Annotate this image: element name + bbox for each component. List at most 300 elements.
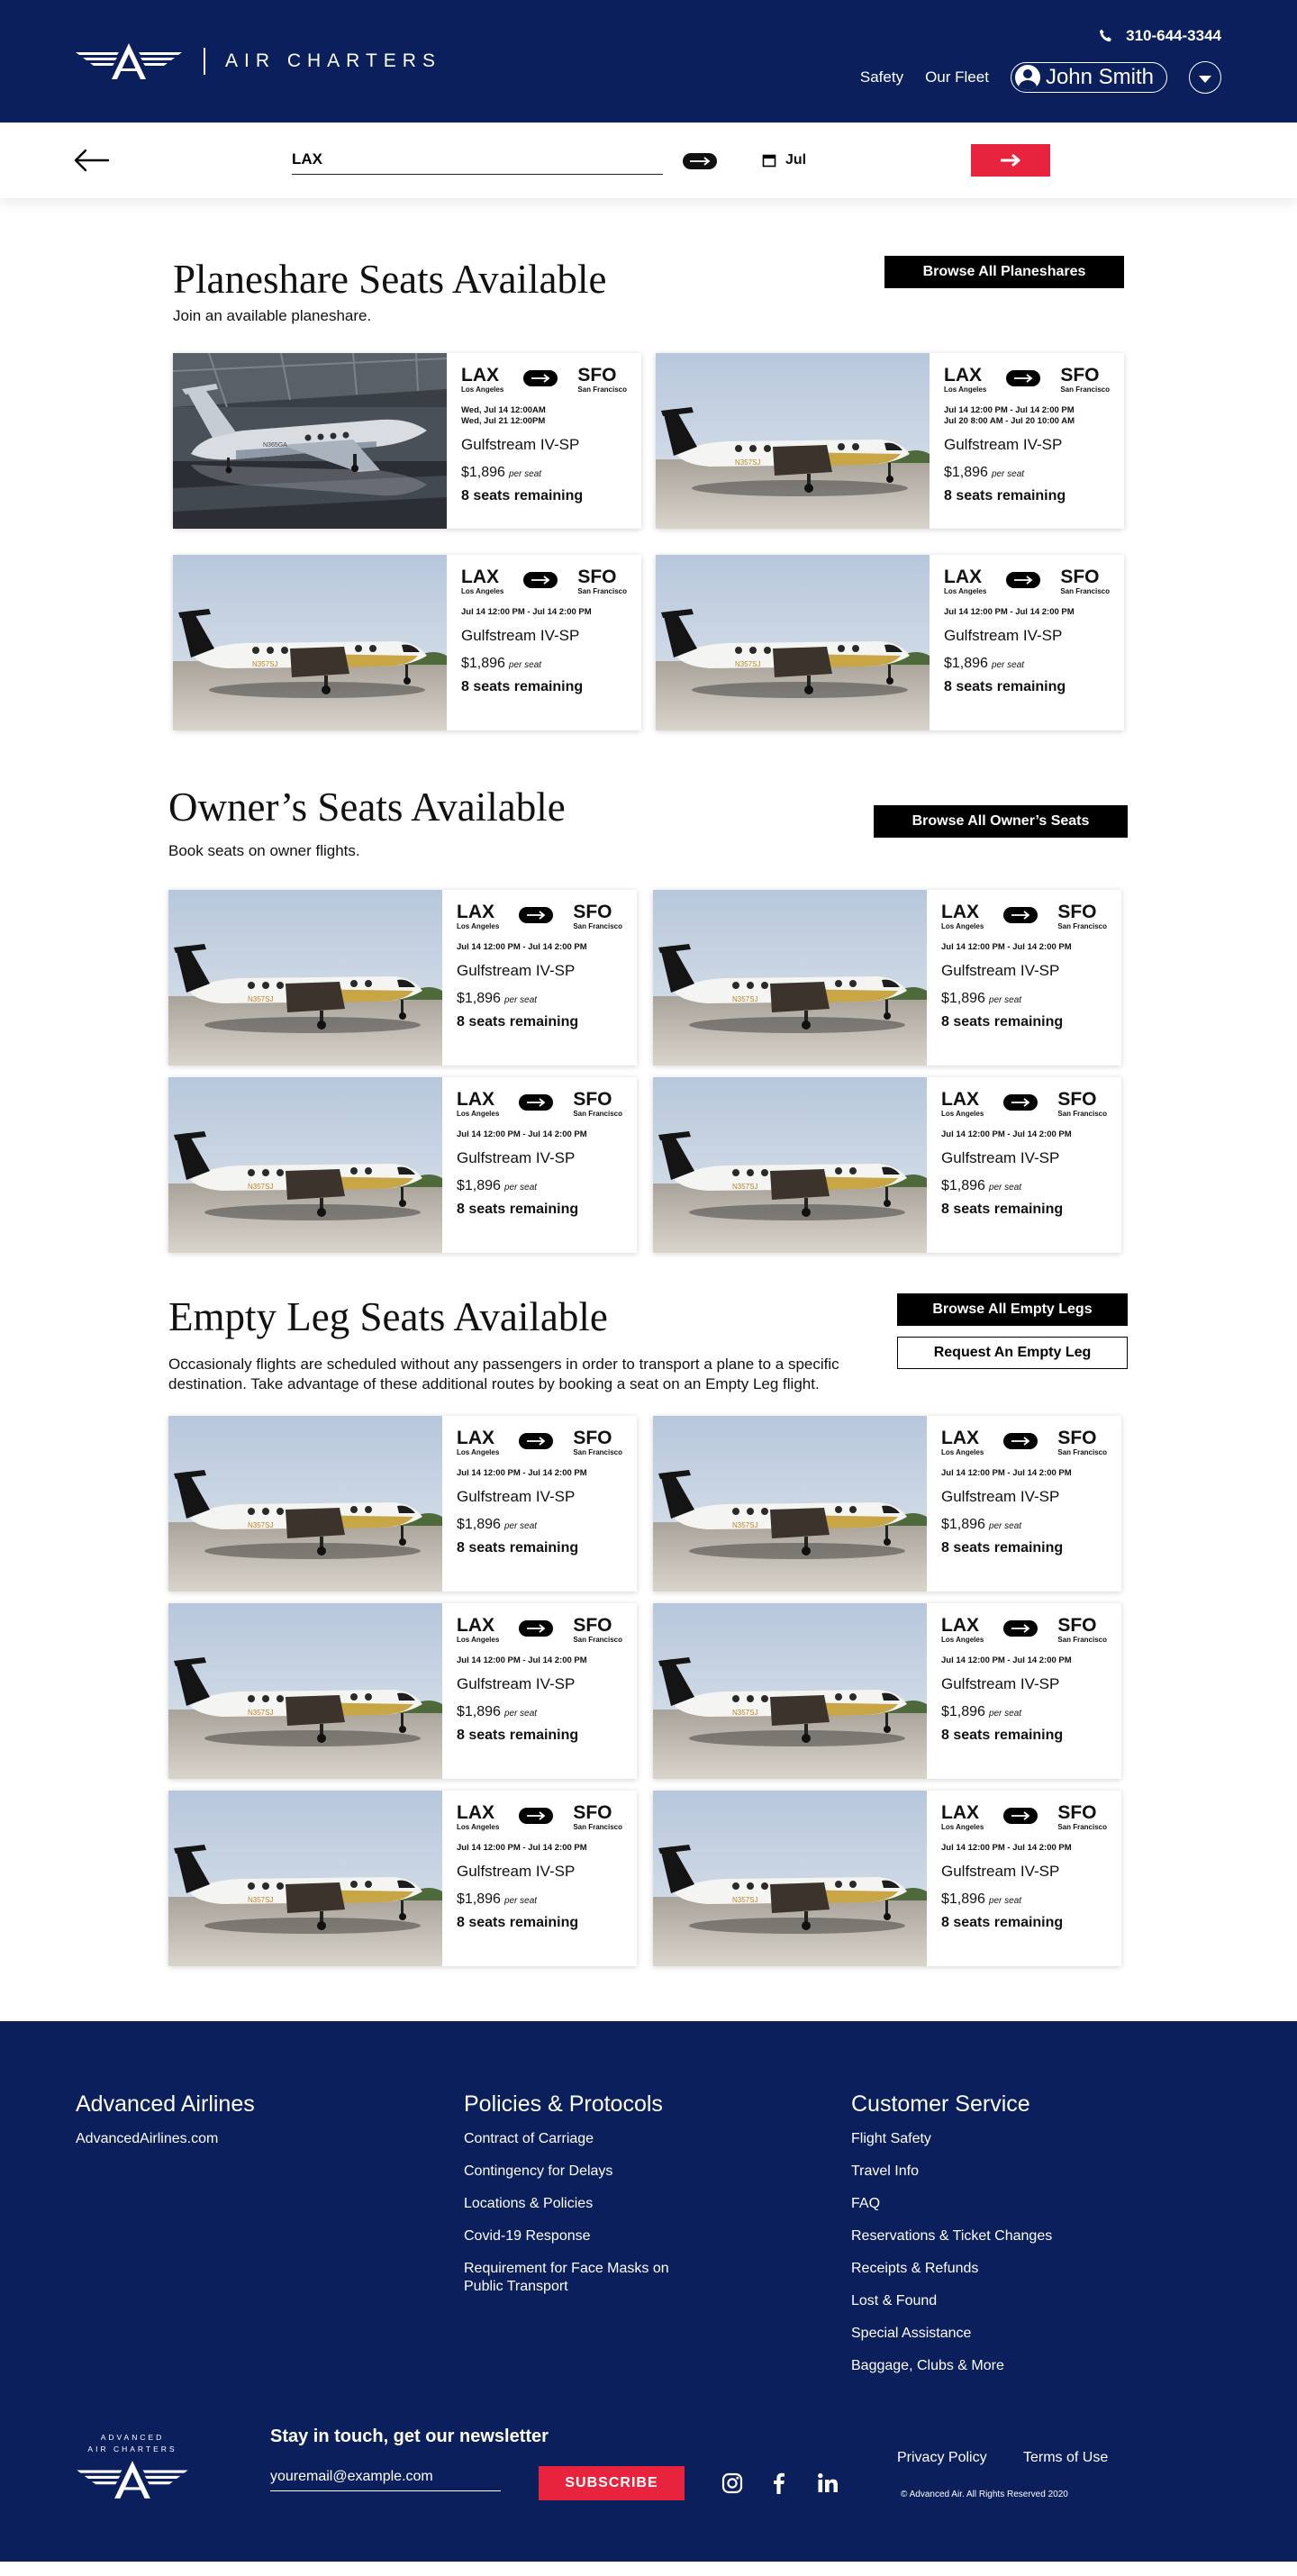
- owners-title: Owner’s Seats Available: [168, 785, 566, 830]
- origin-code: LAX: [457, 1802, 494, 1823]
- price-unit: per seat: [503, 1896, 538, 1906]
- destination-airport: [1060, 567, 1110, 596]
- destination-airport: [1060, 366, 1110, 395]
- route: [457, 1616, 622, 1645]
- origin-airport: [941, 1803, 984, 1832]
- price-unit: per seat: [988, 995, 1022, 1005]
- origin-code: LAX: [944, 567, 982, 587]
- route: [461, 366, 627, 395]
- flight-date-line: Jul 14 12:00 PM - Jul 14 2:00 PM: [461, 607, 592, 617]
- origin-airport: [457, 1803, 499, 1832]
- svg-text:N357SJ: N357SJ: [248, 1521, 274, 1529]
- route: [461, 567, 627, 596]
- footer-link[interactable]: Contract of Carriage: [464, 2131, 594, 2146]
- price-unit: per seat: [508, 469, 542, 479]
- aircraft-photo: [173, 353, 447, 529]
- aircraft-model: Gulfstream IV-SP: [461, 436, 580, 453]
- svg-text:N357SJ: N357SJ: [732, 1896, 758, 1904]
- footer-link[interactable]: FAQ: [851, 2196, 881, 2211]
- aircraft-photo: [653, 890, 927, 1066]
- flight-dates: [944, 405, 1124, 427]
- destination-city: San Francisco: [1057, 922, 1107, 930]
- destination-code: SFO: [573, 1615, 612, 1636]
- price-unit: per seat: [991, 660, 1025, 670]
- browse-all-planeshares-button[interactable]: Browse All Planeshares: [884, 256, 1124, 288]
- seat-price: [941, 1891, 1121, 1908]
- footer-col-customer-service: [851, 2091, 1052, 2390]
- aircraft-model: Gulfstream IV-SP: [941, 1488, 1060, 1505]
- route: [941, 1616, 1107, 1645]
- price-value: $1,896: [457, 1891, 501, 1907]
- aircraft-model: Gulfstream IV-SP: [944, 436, 1063, 453]
- flight-card[interactable]: [168, 1077, 637, 1253]
- destination-code: SFO: [1057, 1428, 1097, 1448]
- footer-link[interactable]: Flight Safety: [851, 2131, 931, 2146]
- destination-code: SFO: [577, 365, 617, 385]
- arrow-right-icon: [1010, 1811, 1031, 1820]
- flight-dates: [457, 1468, 637, 1479]
- origin-code: LAX: [457, 1615, 494, 1636]
- route-arrow-icon: [1003, 1433, 1038, 1449]
- route-arrow-icon: [1003, 1808, 1038, 1824]
- route: [941, 1803, 1107, 1832]
- origin-code: LAX: [941, 1089, 979, 1110]
- site-header: [0, 0, 1297, 122]
- price-value: $1,896: [944, 465, 988, 480]
- flight-date-line: Jul 14 12:00 PM - Jul 14 2:00 PM: [457, 1843, 587, 1853]
- empty-leg-section: [0, 1279, 1297, 2021]
- aircraft-model: Gulfstream IV-SP: [457, 962, 576, 979]
- aircraft-photo: [656, 353, 930, 529]
- price-unit: per seat: [988, 1183, 1022, 1193]
- calendar-icon: [762, 153, 776, 168]
- origin-airport: [457, 1616, 499, 1645]
- route: [941, 1429, 1107, 1457]
- user-menu-button[interactable]: [1011, 62, 1167, 93]
- origin-city: Los Angeles: [457, 1448, 500, 1456]
- arrow-right-icon: [525, 911, 547, 920]
- origin-city: Los Angeles: [941, 1636, 984, 1644]
- aircraft-model: Gulfstream IV-SP: [461, 627, 580, 644]
- destination-city: San Francisco: [1057, 1823, 1107, 1831]
- origin-city: Los Angeles: [944, 385, 987, 394]
- svg-text:N357SJ: N357SJ: [248, 1183, 274, 1191]
- svg-text:N357SJ: N357SJ: [732, 1521, 758, 1529]
- flight-date-line: Jul 14 12:00 PM - Jul 14 2:00 PM: [941, 1129, 1072, 1139]
- origin-airport: [941, 903, 984, 931]
- price-value: $1,896: [941, 1517, 985, 1532]
- seats-remaining: 8 seats remaining: [941, 1014, 1064, 1029]
- seat-price: [941, 991, 1121, 1007]
- origin-airport: [461, 567, 503, 596]
- footer-col-airlines: [76, 2091, 255, 2163]
- price-unit: per seat: [503, 1183, 538, 1193]
- origin-airport: [457, 1429, 499, 1457]
- arrow-right-icon: [1010, 1098, 1031, 1107]
- destination-code: SFO: [1060, 567, 1100, 587]
- flight-card[interactable]: [168, 1416, 637, 1592]
- seats-remaining: 8 seats remaining: [944, 679, 1066, 694]
- price-value: $1,896: [457, 1178, 501, 1193]
- flight-date-line: Jul 14 12:00 PM - Jul 14 2:00 PM: [944, 607, 1075, 617]
- destination-airport: [1057, 1090, 1107, 1119]
- footer-link[interactable]: Locations & Policies: [464, 2196, 594, 2211]
- date-picker[interactable]: [762, 152, 806, 168]
- owners-subtitle: Book seats on owner flights.: [168, 842, 360, 859]
- route: [457, 903, 622, 931]
- search-bar: [0, 122, 1297, 198]
- arrow-right-icon: [525, 1624, 547, 1633]
- arrow-right-icon: [530, 576, 551, 585]
- subscribe-button[interactable]: SUBSCRIBE: [539, 2466, 685, 2500]
- flight-card-info: [442, 890, 637, 1066]
- route-arrow-icon: [1003, 1620, 1038, 1637]
- privacy-policy-link[interactable]: Privacy Policy: [897, 2450, 987, 2465]
- flight-dates: [941, 942, 1121, 953]
- origin-code: LAX: [941, 1802, 979, 1823]
- arrow-right-icon: [525, 1811, 547, 1820]
- arrow-right-icon: [688, 157, 712, 166]
- arrow-left-icon[interactable]: [74, 148, 110, 173]
- site-footer: [0, 2021, 1297, 2562]
- destination-city: San Francisco: [573, 922, 622, 930]
- aircraft-model: Gulfstream IV-SP: [941, 1675, 1060, 1692]
- footer-link[interactable]: Special Assistance: [851, 2326, 972, 2341]
- aircraft-photo: [653, 1791, 927, 1966]
- arrow-right-icon: [1012, 576, 1034, 585]
- footer-link[interactable]: AdvancedAirlines.com: [76, 2131, 219, 2146]
- flight-date-line: Jul 14 12:00 PM - Jul 14 2:00 PM: [457, 942, 587, 952]
- departure-search-input[interactable]: [292, 144, 663, 175]
- logo-divider: [204, 48, 205, 75]
- origin-airport: [457, 1090, 499, 1119]
- origin-code: LAX: [461, 365, 499, 385]
- flight-card-info: [927, 1416, 1121, 1592]
- svg-text:N357SJ: N357SJ: [735, 660, 761, 668]
- brand-logo[interactable]: [74, 41, 441, 81]
- aircraft-model: Gulfstream IV-SP: [457, 1149, 576, 1166]
- svg-text:N357SJ: N357SJ: [248, 995, 274, 1003]
- flight-card-info: [927, 890, 1121, 1066]
- logo-wings-icon: [74, 41, 184, 81]
- origin-code: LAX: [457, 1089, 494, 1110]
- seats-remaining: 8 seats remaining: [457, 1202, 579, 1217]
- nav-link-our-fleet[interactable]: Our Fleet: [925, 68, 989, 86]
- price-value: $1,896: [941, 1178, 985, 1193]
- aircraft-photo: [653, 1416, 927, 1592]
- user-avatar-icon: [1015, 65, 1040, 90]
- empty-leg-subtitle: [168, 1355, 889, 1394]
- destination-code: SFO: [573, 1428, 612, 1448]
- route-arrow-icon: [519, 1433, 553, 1449]
- destination-code: SFO: [1057, 1615, 1097, 1636]
- destination-airport: [573, 1429, 622, 1457]
- flight-card[interactable]: [168, 890, 637, 1066]
- nav-link-safety[interactable]: Safety: [859, 68, 904, 86]
- flight-card[interactable]: [656, 555, 1124, 730]
- price-value: $1,896: [944, 656, 988, 671]
- destination-airport: [577, 567, 627, 596]
- flight-card[interactable]: [653, 890, 1121, 1066]
- route-arrow-icon: [523, 572, 558, 588]
- destination-city: San Francisco: [1057, 1110, 1107, 1118]
- svg-text:N357SJ: N357SJ: [732, 1183, 758, 1191]
- seat-price: [944, 656, 1124, 672]
- origin-city: Los Angeles: [457, 1823, 500, 1831]
- arrow-right-icon: [525, 1098, 547, 1107]
- seat-price: [941, 1704, 1121, 1720]
- aircraft-photo: [168, 1077, 442, 1253]
- footer-logo[interactable]: [74, 2432, 191, 2505]
- origin-city: Los Angeles: [941, 1823, 984, 1831]
- flight-card[interactable]: [173, 555, 641, 730]
- price-value: $1,896: [461, 656, 505, 671]
- flight-dates: [941, 1129, 1121, 1140]
- flight-card[interactable]: [168, 1603, 637, 1779]
- destination-city: San Francisco: [573, 1823, 622, 1831]
- destination-airport: [1057, 1616, 1107, 1645]
- destination-airport: [573, 1803, 622, 1832]
- destination-airport: [1057, 1803, 1107, 1832]
- aircraft-photo: [168, 1603, 442, 1779]
- footer-logo-line-1: ADVANCED: [100, 2433, 165, 2442]
- origin-city: Los Angeles: [457, 1636, 500, 1644]
- arrow-right-icon: [1010, 1624, 1031, 1633]
- flight-card[interactable]: [653, 1603, 1121, 1779]
- flight-card-info: [442, 1077, 637, 1253]
- footer-logo-line-2: AIR CHARTERS: [87, 2444, 177, 2454]
- footer-link[interactable]: Baggage, Clubs & More: [851, 2358, 1004, 2373]
- aircraft-photo: [656, 555, 930, 730]
- linkedin-icon[interactable]: [816, 2472, 839, 2495]
- footer-link[interactable]: Covid-19 Response: [464, 2228, 591, 2244]
- seat-price: [941, 1178, 1121, 1194]
- route: [941, 903, 1107, 931]
- price-unit: per seat: [988, 1521, 1022, 1531]
- route-arrow-icon: [1003, 1094, 1038, 1111]
- seat-price: [457, 1891, 637, 1908]
- flight-date-line: Jul 20 8:00 AM - Jul 20 10:00 AM: [944, 416, 1075, 426]
- flight-dates: [457, 1129, 637, 1140]
- phone-contact[interactable]: [1099, 27, 1221, 45]
- arrow-right-icon: [525, 1437, 547, 1446]
- flight-date-line: Wed, Jul 21 12:00PM: [461, 416, 546, 426]
- newsletter-email-input[interactable]: [270, 2463, 501, 2491]
- flight-card-info: [442, 1416, 637, 1592]
- seats-remaining: 8 seats remaining: [461, 488, 584, 503]
- aircraft-model: Gulfstream IV-SP: [457, 1863, 576, 1880]
- flight-card[interactable]: [653, 1791, 1121, 1966]
- footer-heading: Customer Service: [851, 2091, 1030, 2117]
- footer-link[interactable]: Reservations & Ticket Changes: [851, 2228, 1053, 2244]
- destination-code: SFO: [1057, 1089, 1097, 1110]
- route-arrow-icon: [519, 1094, 553, 1111]
- footer-link[interactable]: Travel Info: [851, 2163, 919, 2179]
- footer-heading: Policies & Protocols: [464, 2091, 663, 2117]
- empty-leg-subtitle-line-2: destination. Take advantage of these additional routes by booking a seat on an Empty Leg flight.: [168, 1375, 820, 1392]
- empty-leg-title: Empty Leg Seats Available: [168, 1294, 608, 1339]
- aircraft-photo: [653, 1077, 927, 1253]
- svg-text:N365GA: N365GA: [263, 442, 287, 449]
- flight-dates: [457, 1655, 637, 1666]
- aircraft-photo: [168, 1416, 442, 1592]
- origin-city: Los Angeles: [941, 1110, 984, 1118]
- flight-card[interactable]: [653, 1416, 1121, 1592]
- route: [944, 567, 1110, 596]
- browse-all-empty-legs-button[interactable]: Browse All Empty Legs: [897, 1293, 1128, 1326]
- account-dropdown-button[interactable]: [1189, 61, 1221, 94]
- footer-link[interactable]: Receipts & Refunds: [851, 2261, 979, 2276]
- newsletter-title: Stay in touch, get our newsletter: [270, 2426, 549, 2446]
- aircraft-model: Gulfstream IV-SP: [941, 1149, 1060, 1166]
- origin-city: Los Angeles: [941, 1448, 984, 1456]
- flight-card-info: [442, 1791, 637, 1966]
- flight-date-line: Jul 14 12:00 PM - Jul 14 2:00 PM: [941, 1843, 1072, 1853]
- flight-card-info: [927, 1077, 1121, 1253]
- price-value: $1,896: [941, 991, 985, 1006]
- seats-remaining: 8 seats remaining: [941, 1728, 1064, 1743]
- destination-code: SFO: [577, 567, 617, 587]
- arrow-right-icon: [530, 374, 551, 383]
- arrow-right-icon: [999, 153, 1022, 168]
- route-arrow-icon: [519, 1620, 553, 1637]
- destination-city: San Francisco: [577, 587, 627, 595]
- origin-city: Los Angeles: [944, 587, 987, 595]
- seats-remaining: 8 seats remaining: [457, 1540, 579, 1556]
- flight-card-info: [930, 353, 1124, 529]
- origin-code: LAX: [944, 365, 982, 385]
- destination-code: SFO: [1057, 902, 1097, 922]
- facebook-icon[interactable]: [767, 2472, 791, 2495]
- origin-airport: [941, 1090, 984, 1119]
- destination-city: San Francisco: [1060, 587, 1110, 595]
- route-direction-toggle[interactable]: [683, 153, 717, 169]
- arrow-right-icon: [1012, 374, 1034, 383]
- main-nav: [860, 61, 1221, 94]
- seats-remaining: 8 seats remaining: [941, 1202, 1064, 1217]
- route-arrow-icon: [519, 907, 553, 923]
- destination-code: SFO: [1057, 1802, 1097, 1823]
- owners-section: [0, 757, 1297, 1279]
- flight-dates: [461, 405, 641, 427]
- destination-airport: [573, 1616, 622, 1645]
- destination-code: SFO: [1060, 365, 1100, 385]
- browse-all-owners-seats-button[interactable]: Browse All Owner’s Seats: [874, 805, 1128, 838]
- seat-price: [944, 465, 1124, 481]
- destination-code: SFO: [573, 1089, 612, 1110]
- footer-link[interactable]: Requirement for Face Masks on Public Transport: [464, 2261, 669, 2294]
- planeshare-title: Planeshare Seats Available: [173, 257, 607, 302]
- destination-code: SFO: [573, 902, 612, 922]
- footer-link[interactable]: Contingency for Delays: [464, 2163, 613, 2179]
- price-unit: per seat: [991, 469, 1025, 479]
- terms-of-use-link[interactable]: Terms of Use: [1023, 2450, 1109, 2465]
- flight-card[interactable]: [656, 353, 1124, 529]
- price-value: $1,896: [457, 991, 501, 1006]
- seat-price: [457, 1517, 637, 1533]
- flight-card-info: [442, 1603, 637, 1779]
- origin-airport: [941, 1429, 984, 1457]
- route-arrow-icon: [523, 370, 558, 386]
- destination-city: San Francisco: [573, 1110, 622, 1118]
- origin-airport: [941, 1616, 984, 1645]
- aircraft-model: Gulfstream IV-SP: [941, 962, 1060, 979]
- flight-dates: [941, 1843, 1121, 1854]
- origin-code: LAX: [941, 1428, 979, 1448]
- date-value: Jul: [785, 152, 807, 168]
- aircraft-model: Gulfstream IV-SP: [457, 1488, 576, 1505]
- flight-card[interactable]: [653, 1077, 1121, 1253]
- flight-dates: [457, 1843, 637, 1854]
- flight-card-info: [447, 555, 641, 730]
- price-unit: per seat: [988, 1896, 1022, 1906]
- seat-price: [461, 465, 641, 481]
- flight-dates: [461, 607, 641, 618]
- flight-dates: [941, 1655, 1121, 1666]
- route: [944, 366, 1110, 395]
- destination-city: San Francisco: [577, 385, 627, 394]
- search-submit-button[interactable]: [971, 144, 1050, 177]
- origin-code: LAX: [941, 902, 979, 922]
- flight-date-line: Jul 14 12:00 PM - Jul 14 2:00 PM: [457, 1468, 587, 1478]
- origin-city: Los Angeles: [461, 587, 504, 595]
- flight-card[interactable]: [173, 353, 641, 529]
- footer-heading: Advanced Airlines: [76, 2091, 255, 2117]
- origin-city: Los Angeles: [461, 385, 504, 394]
- flight-card-info: [930, 555, 1124, 730]
- flight-dates: [457, 942, 637, 953]
- route: [457, 1429, 622, 1457]
- seats-remaining: 8 seats remaining: [457, 1014, 579, 1029]
- origin-code: LAX: [461, 567, 499, 587]
- flight-card[interactable]: [168, 1791, 637, 1966]
- seat-price: [941, 1517, 1121, 1533]
- arrow-right-icon: [1010, 911, 1031, 920]
- destination-airport: [573, 1090, 622, 1119]
- request-empty-leg-button[interactable]: Request An Empty Leg: [897, 1337, 1128, 1369]
- seat-price: [461, 656, 641, 672]
- route-arrow-icon: [1006, 370, 1040, 386]
- flight-date-line: Wed, Jul 14 12:00AM: [461, 405, 546, 415]
- route-arrow-icon: [1003, 907, 1038, 923]
- flight-date-line: Jul 14 12:00 PM - Jul 14 2:00 PM: [941, 1655, 1072, 1665]
- destination-airport: [577, 366, 627, 395]
- seats-remaining: 8 seats remaining: [941, 1540, 1064, 1556]
- price-unit: per seat: [503, 1521, 538, 1531]
- aircraft-photo: [168, 1791, 442, 1966]
- price-value: $1,896: [941, 1704, 985, 1719]
- flight-date-line: Jul 14 12:00 PM - Jul 14 2:00 PM: [457, 1129, 587, 1139]
- price-value: $1,896: [457, 1704, 501, 1719]
- seats-remaining: 8 seats remaining: [941, 1915, 1064, 1930]
- flight-card-info: [927, 1791, 1121, 1966]
- price-unit: per seat: [508, 660, 542, 670]
- phone-icon: [1099, 29, 1113, 43]
- footer-link[interactable]: Lost & Found: [851, 2293, 938, 2308]
- planeshare-section: [0, 198, 1297, 757]
- arrow-right-icon: [1010, 1437, 1031, 1446]
- price-unit: per seat: [503, 1709, 538, 1719]
- destination-airport: [573, 903, 622, 931]
- origin-city: Los Angeles: [457, 1110, 500, 1118]
- svg-text:N357SJ: N357SJ: [248, 1896, 274, 1904]
- flight-card-info: [447, 353, 641, 529]
- planeshare-subtitle: Join an available planeshare.: [173, 307, 372, 324]
- destination-city: San Francisco: [573, 1448, 622, 1456]
- instagram-icon[interactable]: [721, 2472, 744, 2495]
- route: [457, 1090, 622, 1119]
- copyright-text: © Advanced Air. All Rights Reserved 2020: [901, 2490, 1068, 2499]
